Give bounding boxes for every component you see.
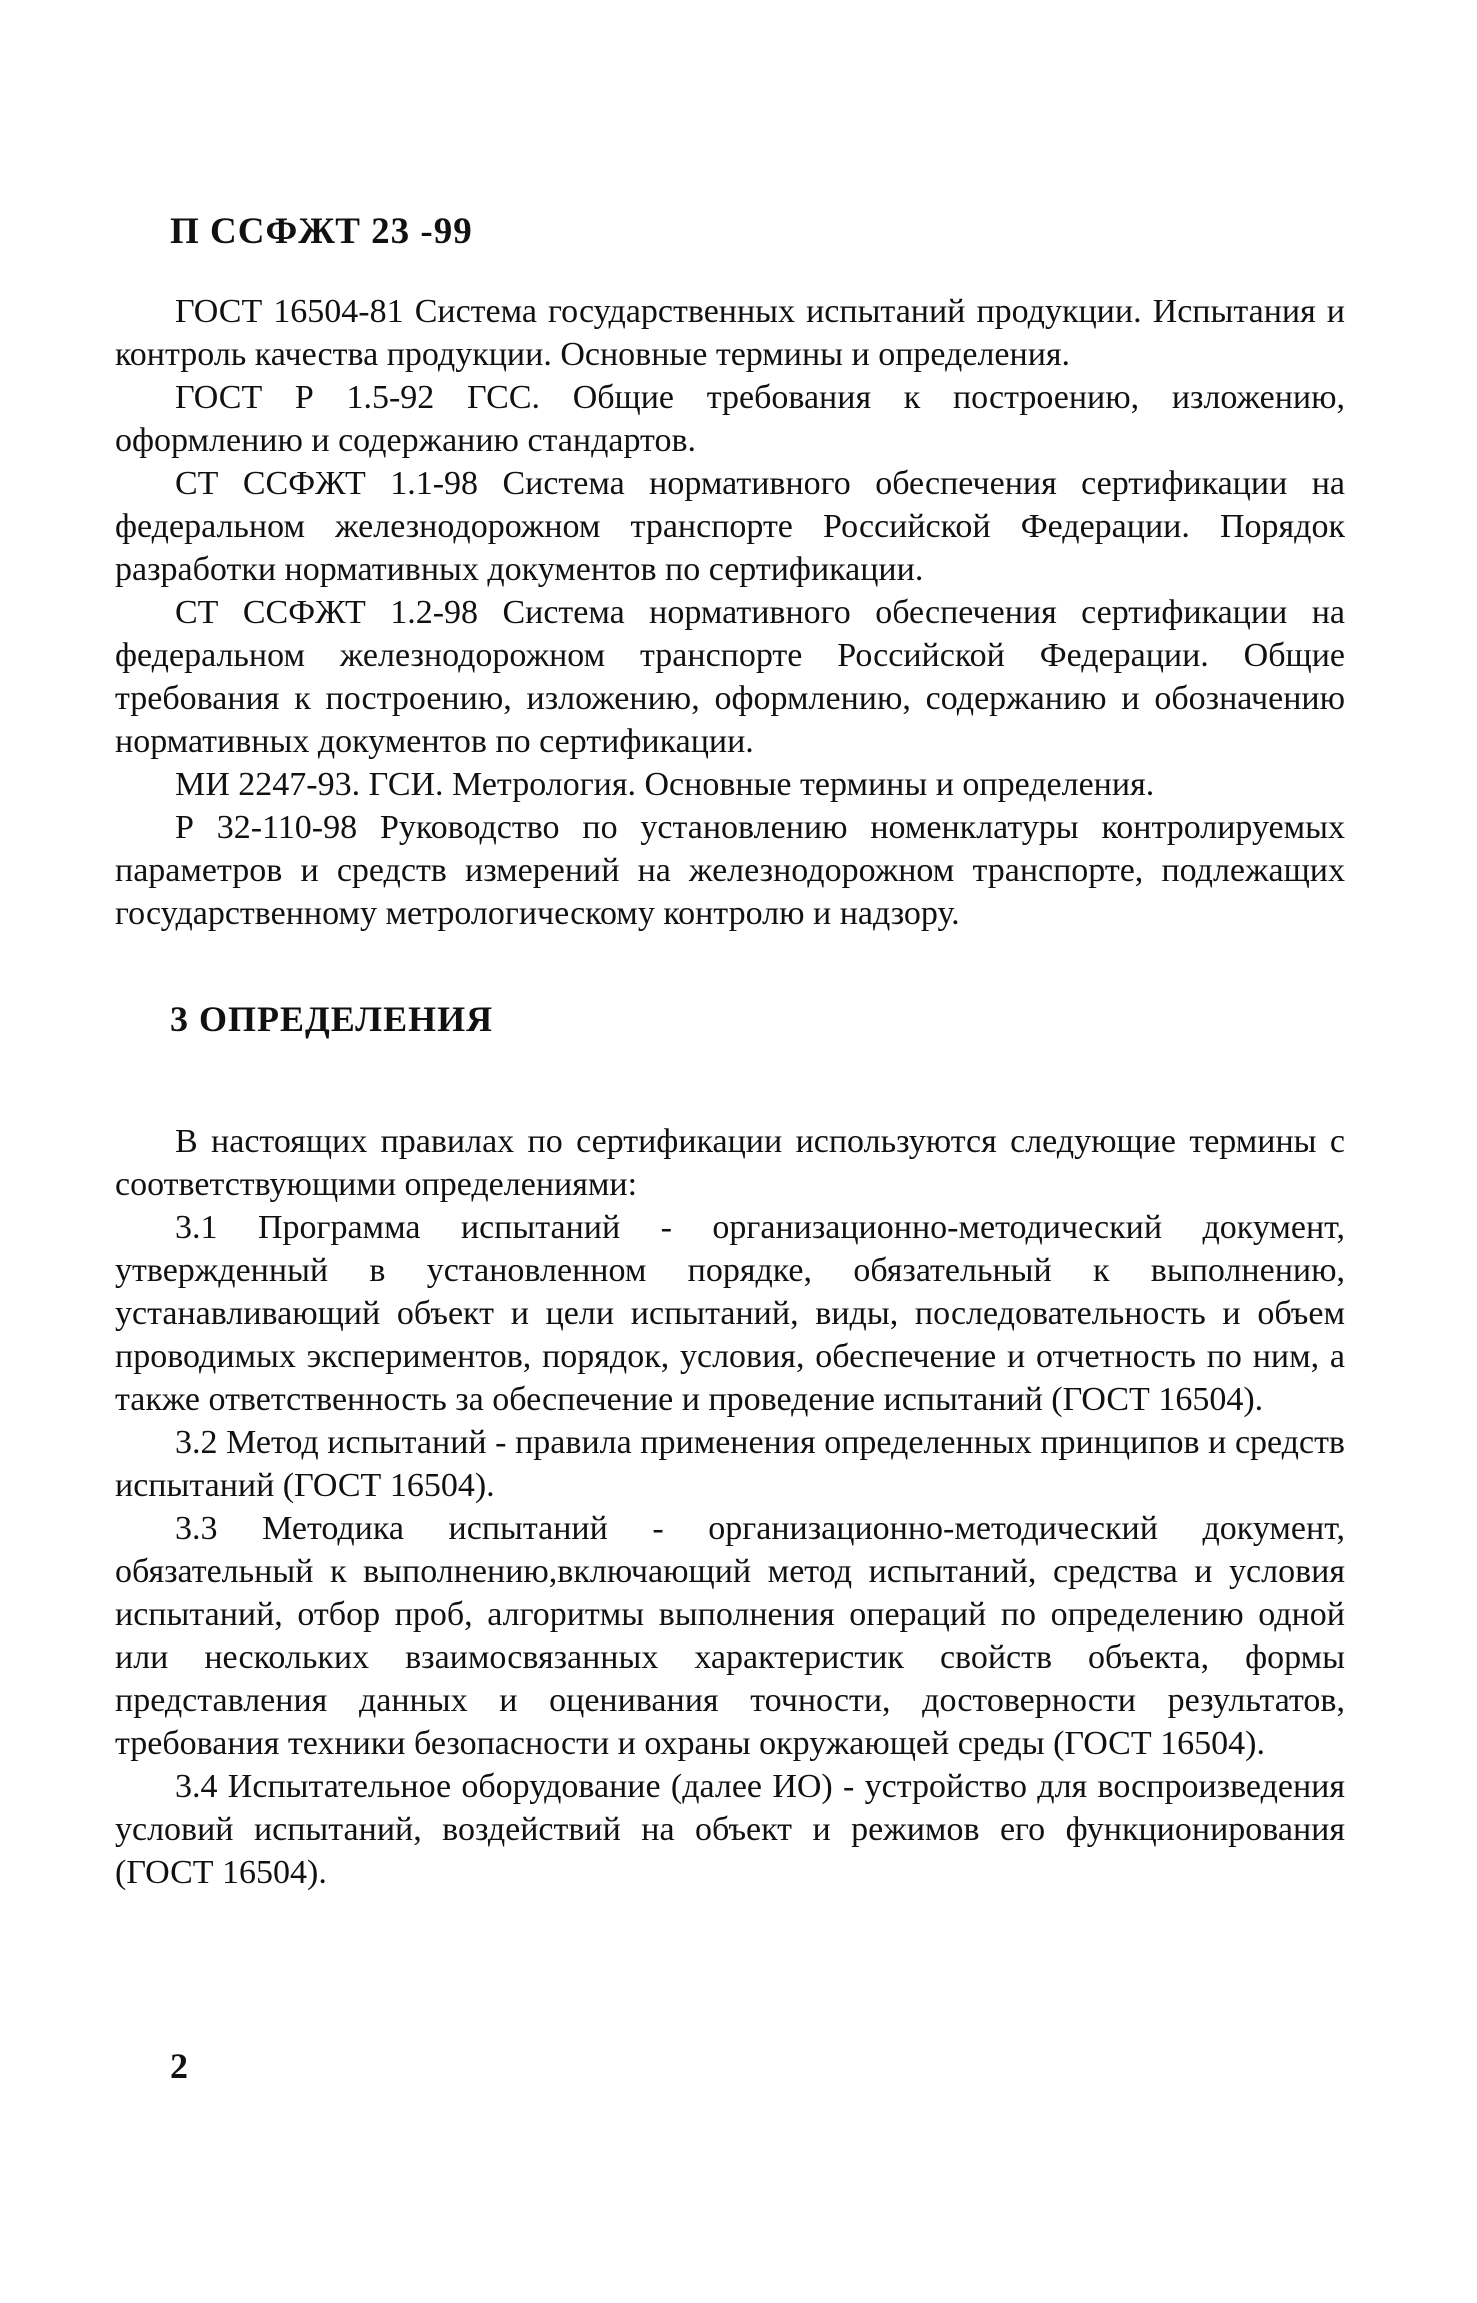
- definition-item: 3.2 Метод испытаний - правила применения определенных принципов и средств испытаний (ГОСТ 16504).: [115, 1424, 1345, 1504]
- definitions-intro: В настоящих правилах по сертификации используются следующие термины с соответствующими определениями:: [115, 1123, 1345, 1203]
- definition-item: 3.1 Программа испытаний - организационно-методический документ, утвержденный в установленном порядке, обязательный к выполнению, устанавливающий объект и цели испытаний, виды, последовательность и объем проводимых экспериментов, порядок, условия, обеспечение и отчетность по ним, а также ответственность за обеспечение и проведение испытаний (ГОСТ 16504).: [115, 1209, 1345, 1418]
- definition-item: 3.4 Испытательное оборудование (далее ИО) - устройство для воспроизведения условий испытаний, воздействий на объект и режимов его функционирования (ГОСТ 16504).: [115, 1768, 1345, 1891]
- section-title: 3 ОПРЕДЕЛЕНИЯ: [170, 999, 494, 1039]
- document-code: П ССФЖТ 23 -99: [170, 211, 473, 252]
- reference-item: МИ 2247-93. ГСИ. Метрология. Основные термины и определения.: [175, 766, 1155, 803]
- reference-item: Р 32-110-98 Руководство по установлению номенклатуры контролируемых параметров и средств измерений на железнодорожном транспорте, подлежащих государственному метрологическому контролю и надзору.: [115, 809, 1345, 932]
- definitions-list: [115, 1120, 1345, 1894]
- page-number: 2: [170, 2046, 188, 2086]
- reference-item: СТ ССФЖТ 1.1-98 Система нормативного обеспечения сертификации на федеральном железнодорожном транспорте Российской Федерации. Порядок разработки нормативных документов по сертификации.: [115, 465, 1345, 588]
- reference-item: ГОСТ 16504-81 Система государственных испытаний продукции. Испытания и контроль качества продукции. Основные термины и определения.: [115, 293, 1345, 373]
- reference-item: ГОСТ Р 1.5-92 ГСС. Общие требования к построению, изложению, оформлению и содержанию стандартов.: [115, 379, 1345, 459]
- reference-item: СТ ССФЖТ 1.2-98 Система нормативного обеспечения сертификации на федеральном железнодорожном транспорте Российской Федерации. Общие требования к построению, изложению, оформлению, содержанию и обозначению нормативных документов по сертификации.: [115, 594, 1345, 760]
- definition-item: 3.3 Методика испытаний - организационно-методический документ, обязательный к выполнению,включающий метод испытаний, средства и условия испытаний, отбор проб, алгоритмы выполнения операций по определению одной или нескольких взаимосвязанных характеристик свойств объекта, формы представления данных и оценивания точности, достоверности результатов, требования техники безопасности и охраны окружающей среды (ГОСТ 16504).: [115, 1510, 1345, 1762]
- references-list: [115, 290, 1345, 935]
